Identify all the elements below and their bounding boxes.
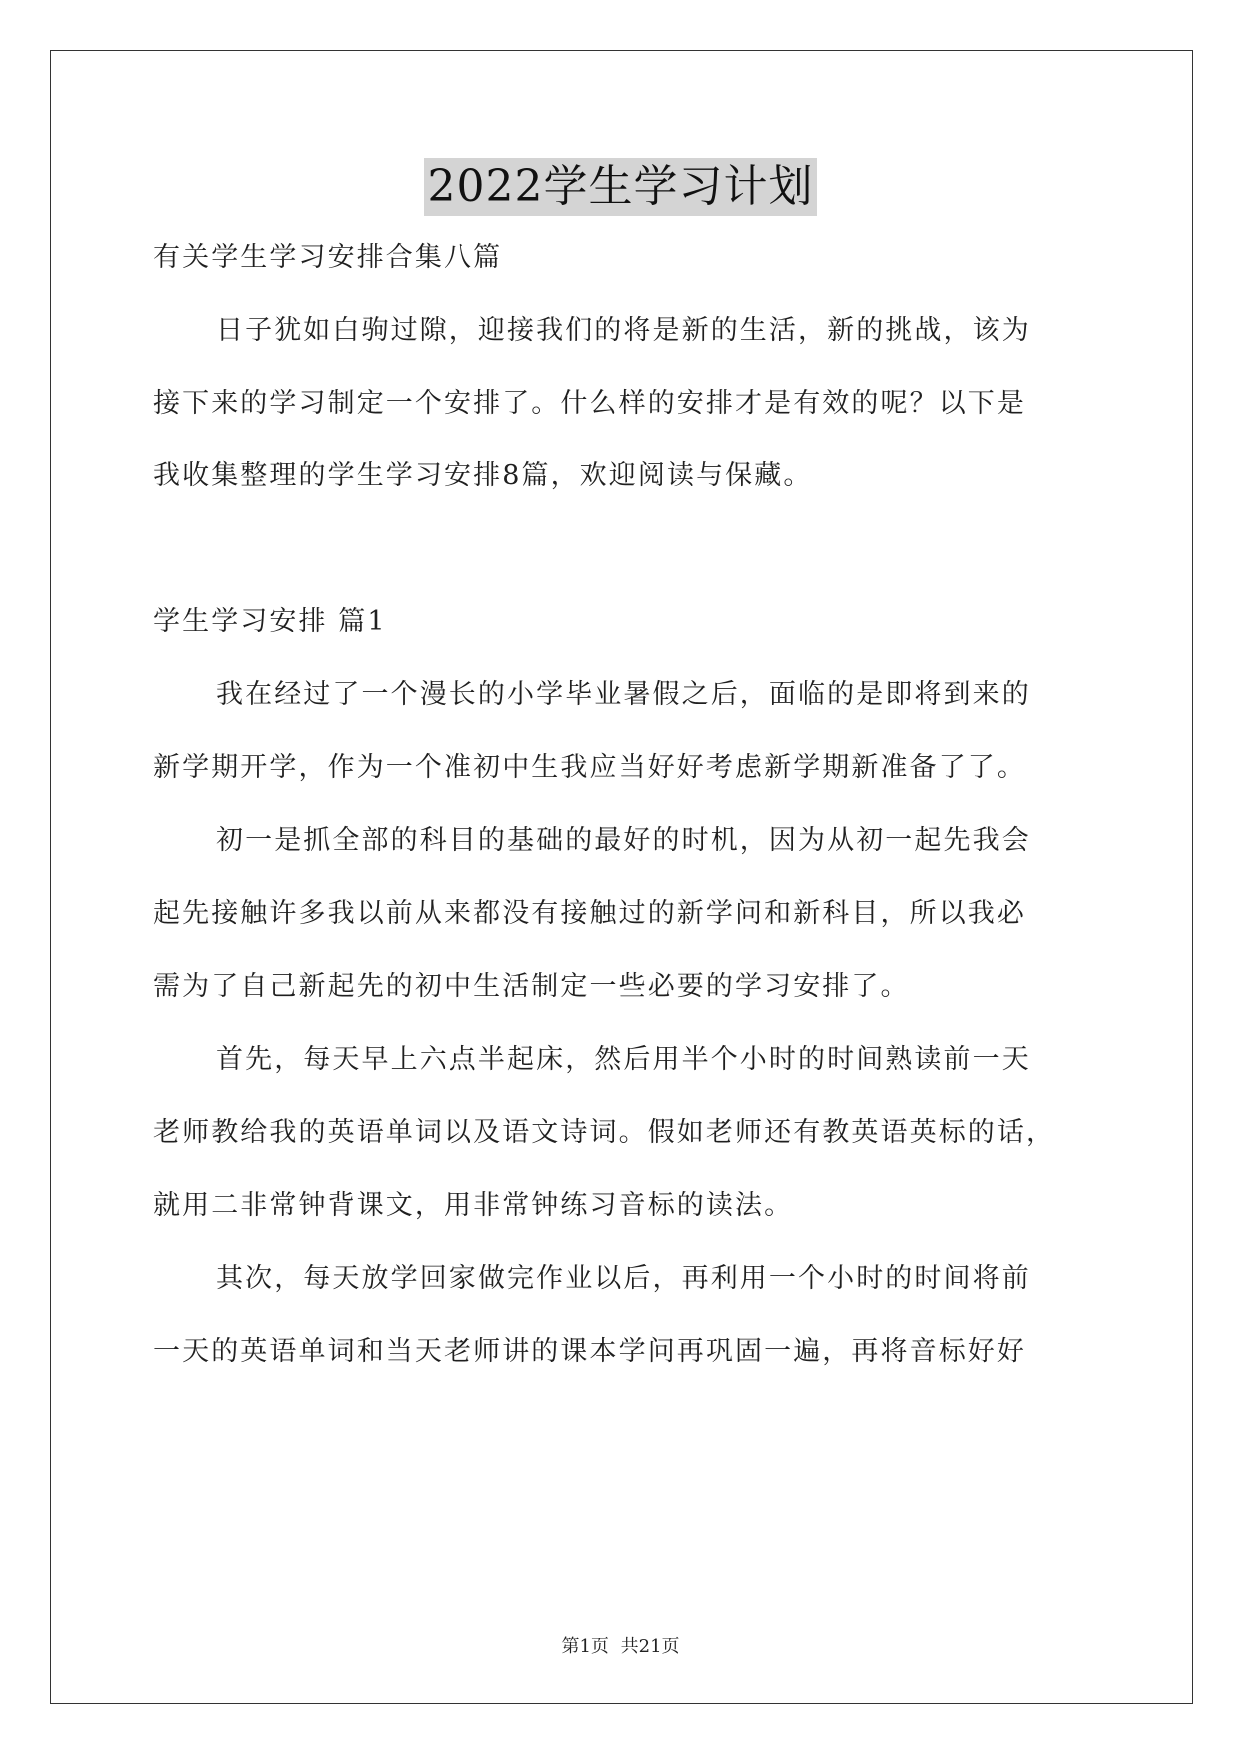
title-container (0, 158, 1241, 216)
paragraph-line: 一天的英语单词和当天老师讲的课本学问再巩固一遍，再将音标好好 (153, 1336, 1026, 1367)
paragraph-line: 日子犹如白驹过隙，迎接我们的将是新的生活，新的挑战，该为 (216, 315, 1031, 346)
document-title: 2022学生学习计划 (424, 158, 818, 216)
section-heading: 学生学习安排 篇1 (153, 606, 387, 637)
paragraph-line: 需为了自己新起先的初中生活制定一些必要的学习安排了。 (153, 971, 910, 1002)
document-subtitle: 有关学生学习安排合集八篇 (153, 242, 503, 273)
paragraph-line: 起先接触许多我以前从来都没有接触过的新学问和新科目，所以我必 (153, 898, 1026, 929)
paragraph-line: 老师教给我的英语单词以及语文诗词。假如老师还有教英语英标的话， (153, 1117, 1056, 1148)
paragraph-line: 首先，每天早上六点半起床，然后用半个小时的时间熟读前一天 (216, 1044, 1031, 1075)
paragraph-line: 初一是抓全部的科目的基础的最好的时机，因为从初一起先我会 (216, 825, 1031, 856)
paragraph-line: 我收集整理的学生学习安排8篇，欢迎阅读与保藏。 (153, 460, 813, 491)
page-number-footer: 第1页 共21页 (561, 1636, 680, 1657)
paragraph-line: 接下来的学习制定一个安排了。什么样的安排才是有效的呢？以下是 (153, 388, 1026, 419)
paragraph-line: 新学期开学，作为一个准初中生我应当好好考虑新学期新准备了了。 (153, 752, 1026, 783)
page-border (50, 50, 1193, 1704)
paragraph-line: 我在经过了一个漫长的小学毕业暑假之后，面临的是即将到来的 (216, 679, 1031, 710)
paragraph-line: 就用二非常钟背课文，用非常钟练习音标的读法。 (153, 1190, 794, 1221)
paragraph-line: 其次，每天放学回家做完作业以后，再利用一个小时的时间将前 (216, 1263, 1031, 1294)
